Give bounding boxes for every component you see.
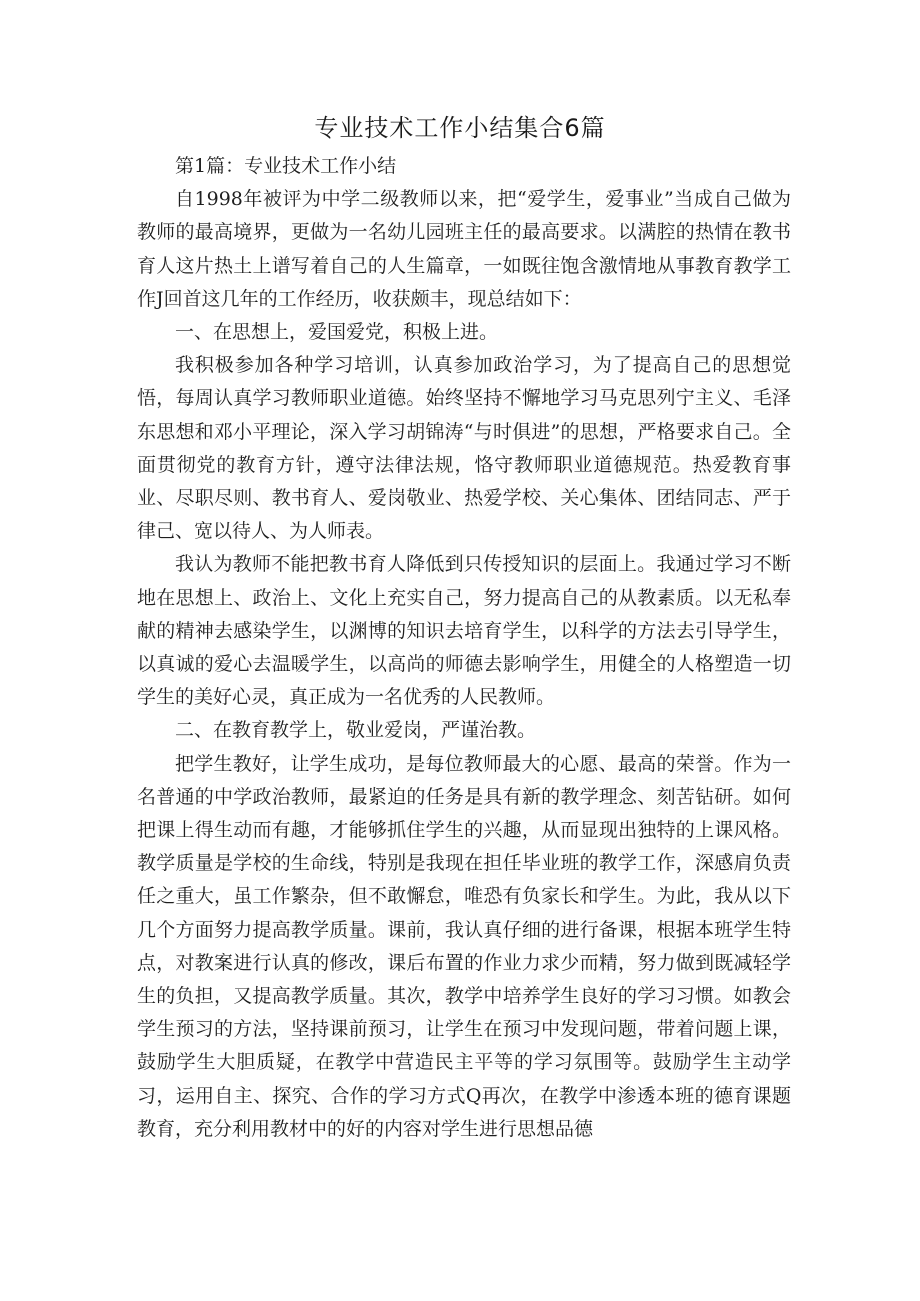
subheading-teaching: 二、在教育教学上，敬业爱岗，严谨治教。: [175, 719, 537, 742]
paragraph: 我积极参加各种学习培训，认真参加政治学习，为了提高自己的思想觉悟，每周认真学习教师职业道德。始终坚持不懈地学习马克思列宁主义、毛泽东思想和邓小平理论，深入学习胡锦涛“与时俱进”的思想，严格要求自己。全面贯彻党的教育方针，遵守法律法规，恪守教师职业道德规范。热爱教育事业、尽职尽则、教书育人、爱岗敬业、热爱学校、关心集体、团结同志、严于律己、宽以待人、为人师表。: [137, 354, 791, 543]
paragraph: 自1998年被评为中学二级教师以来，把“爱学生，爱事业”当成自己做为教师的最高境界，更做为一名幼儿园班主任的最高要求。以满腔的热情在教书育人这片热土上谱写着自己的人生篇章，一如既往饱含激情地从事教育教学工作J回首这几年的工作经历，收获颇丰，现总结如下：: [137, 188, 791, 310]
document-body: [137, 150, 791, 1146]
document-title: 专业技术工作小结集合6篇: [314, 114, 606, 142]
paragraph: 我认为教师不能把教书育人降低到只传授知识的层面上。我通过学习不断地在思想上、政治上、文化上充实自己，努力提高自己的从教素质。以无私奉献的精神去感染学生，以渊博的知识去培育学生，以科学的方法去引导学生，以真诚的爱心去温暖学生，以高尚的师德去影响学生，用健全的人格塑造一切学生的美好心灵，真正成为一名优秀的人民教师。: [137, 553, 791, 709]
subheading-ideology: 一、在思想上，爱国爱党，积极上进。: [175, 321, 499, 344]
paragraph: 把学生教好，让学生成功，是每位教师最大的心愿、最高的荣誉。作为一名普通的中学政治教师，最紧迫的任务是具有新的教学理念、刻苦钻研。如何把课上得生动而有趣，才能够抓住学生的兴趣，从而显现出独特的上课风格。教学质量是学校的生命线，特别是我现在担任毕业班的教学工作，深感肩负责任之重大，虽工作繁杂，但不敢懈怠，唯恐有负家长和学生。为此，我从以下几个方面努力提高教学质量。课前，我认真仔细的进行备课，根据本班学生特点，对教案进行认真的修改，课后布置的作业力求少而精，努力做到既减轻学生的负担，又提高教学质量。其次，教学中培养学生良好的学习习惯。如教会学生预习的方法，坚持课前预习，让学生在预习中发现问题，带着问题上课，鼓励学生大胆质疑，在教学中营造民主平等的学习氛围等。鼓励学生主动学习，运用自主、探究、合作的学习方式Q再次，在教学中渗透本班的德育课题教育，充分利用教材中的好的内容对学生进行思想品德: [137, 752, 791, 1140]
section-heading-1: 第1篇：专业技术工作小结: [175, 155, 397, 177]
